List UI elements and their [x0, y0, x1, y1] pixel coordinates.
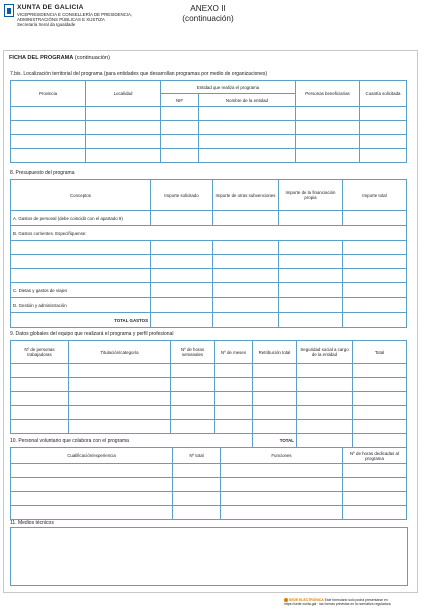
- cell-input[interactable]: [297, 364, 353, 378]
- cell-input[interactable]: [360, 135, 407, 149]
- cell-input[interactable]: [297, 434, 353, 448]
- cell-input[interactable]: [279, 298, 343, 313]
- cell-input[interactable]: [69, 378, 171, 392]
- col-horas-dedicadas: Nº de horas dedicadas al programa: [343, 448, 407, 464]
- table-row: [11, 420, 407, 434]
- cell-input[interactable]: [11, 255, 151, 269]
- row-dietas: C. Dietas y gastos de viajes: [11, 283, 151, 298]
- cell-input[interactable]: [11, 364, 69, 378]
- cell-input[interactable]: [11, 506, 173, 520]
- cell-input[interactable]: [11, 149, 86, 163]
- cell-input[interactable]: [171, 406, 215, 420]
- cell-input[interactable]: [360, 149, 407, 163]
- row-total-equipo: TOTAL: [253, 434, 297, 448]
- cell-input[interactable]: [215, 378, 253, 392]
- cell-input[interactable]: [296, 135, 360, 149]
- cell-input[interactable]: [343, 241, 407, 255]
- cell-input[interactable]: [279, 255, 343, 269]
- cell-input[interactable]: [11, 406, 69, 420]
- cell-input[interactable]: [199, 149, 296, 163]
- cell-input[interactable]: [171, 392, 215, 406]
- anexo-continuacion: (continuación): [182, 14, 234, 23]
- cell-input[interactable]: [253, 392, 297, 406]
- equipo-table: [10, 340, 407, 448]
- org-name: XUNTA DE GALICIA: [17, 4, 84, 11]
- anexo-title: ANEXO II: [190, 4, 226, 13]
- cell-input[interactable]: [151, 241, 213, 255]
- col-horas: Nº de horas semanales: [171, 341, 215, 364]
- cell-input[interactable]: [69, 392, 171, 406]
- cell-input[interactable]: [213, 283, 279, 298]
- cell-input[interactable]: [69, 420, 171, 434]
- col-localidad: Localidad: [86, 81, 161, 107]
- cell-input[interactable]: [86, 149, 161, 163]
- cell-input[interactable]: [296, 121, 360, 135]
- cell-input[interactable]: [353, 434, 407, 448]
- cell-input[interactable]: [213, 269, 279, 283]
- cell-input[interactable]: [343, 269, 407, 283]
- cell-input[interactable]: [343, 283, 407, 298]
- cell-input[interactable]: [215, 406, 253, 420]
- col-importe-otras: Importe de otras subvenciones: [213, 180, 279, 211]
- voluntario-table: [10, 447, 407, 520]
- cell-input[interactable]: [215, 392, 253, 406]
- table-row: [11, 378, 407, 392]
- table-row: [11, 107, 407, 121]
- table-row: [11, 392, 407, 406]
- col-conceptos: Conceptos: [11, 180, 151, 211]
- cell-input[interactable]: [353, 364, 407, 378]
- col-titulacion: Titulación/categoría: [69, 341, 171, 364]
- localizacion-table: [10, 80, 407, 163]
- secretaria-name: Secretaría Xeral da Igualdade: [17, 22, 76, 27]
- section-7bis-title: 7.bis. Localización territorial del programa (para entidades que desarrollan programas por medio de organizaciones): [10, 71, 268, 77]
- cell-input[interactable]: [221, 506, 343, 520]
- cell-input[interactable]: [253, 364, 297, 378]
- cell-input[interactable]: [221, 464, 343, 478]
- cell-input[interactable]: [215, 420, 253, 434]
- col-cuantia: Cuantía solicitada: [360, 81, 407, 107]
- cell-input[interactable]: [297, 378, 353, 392]
- cell-input[interactable]: [296, 107, 360, 121]
- table-row: [11, 364, 407, 378]
- table-row: [11, 506, 407, 520]
- cell-input[interactable]: [360, 121, 407, 135]
- cell-input[interactable]: [11, 121, 86, 135]
- cell-input[interactable]: [151, 298, 213, 313]
- cell-input[interactable]: [353, 420, 407, 434]
- table-row: [11, 478, 407, 492]
- table-row: [11, 241, 407, 255]
- table-row: [11, 269, 407, 283]
- cell-input[interactable]: [171, 420, 215, 434]
- cell-input[interactable]: [86, 107, 161, 121]
- row-gestion: D. Gestión y administración: [11, 298, 151, 313]
- col-n-total: Nº total: [173, 448, 221, 464]
- table-row: [11, 492, 407, 506]
- cell-input[interactable]: [69, 364, 171, 378]
- col-provincia: Provincia: [11, 81, 86, 107]
- cell-input[interactable]: [173, 492, 221, 506]
- col-n-personas: Nº de personas trabajadoras: [11, 341, 69, 364]
- cell-input[interactable]: [11, 107, 86, 121]
- row-total-gastos: TOTAL GASTOS: [11, 313, 151, 328]
- cell-input[interactable]: [11, 269, 151, 283]
- cell-input[interactable]: [215, 364, 253, 378]
- cell-input[interactable]: [213, 298, 279, 313]
- xunta-shield-icon: [4, 4, 14, 17]
- cell-input[interactable]: [161, 135, 199, 149]
- cell-input[interactable]: [199, 121, 296, 135]
- col-cualificacion: Cualificación/experiencia: [11, 448, 173, 464]
- sede-label: SEDE ELECTRÓNICA: [289, 598, 324, 602]
- cell-input[interactable]: [161, 121, 199, 135]
- cell-input[interactable]: [213, 211, 279, 226]
- cell-input[interactable]: [151, 313, 213, 328]
- cell-input[interactable]: [151, 211, 213, 226]
- cell-input[interactable]: [253, 420, 297, 434]
- col-personas: Personas beneficiarias: [296, 81, 360, 107]
- table-row: [11, 121, 407, 135]
- cell-input[interactable]: [213, 313, 279, 328]
- cell-input[interactable]: [253, 406, 297, 420]
- cell-input[interactable]: [279, 269, 343, 283]
- col-seguridad: Seguridad social a cargo de la entidad: [297, 341, 353, 364]
- cell-input[interactable]: [86, 135, 161, 149]
- medios-tecnicos-field[interactable]: [10, 527, 408, 586]
- cell-input[interactable]: [213, 241, 279, 255]
- cell-input[interactable]: [343, 492, 407, 506]
- cell-input[interactable]: [171, 364, 215, 378]
- section-8-title: 8. Presupuesto del programa: [10, 170, 75, 176]
- dept-name-2: ADMINISTRACIÓNS PÚBLICAS E XUSTIZA: [17, 17, 105, 22]
- xunta-logo: [4, 4, 132, 27]
- cell-input[interactable]: [171, 378, 215, 392]
- col-importe-solicitado: Importe solicitado: [151, 180, 213, 211]
- cell-input[interactable]: [221, 478, 343, 492]
- table-row: [11, 255, 407, 269]
- cell-input[interactable]: [343, 211, 407, 226]
- col-total: Total: [353, 341, 407, 364]
- cell-input[interactable]: [151, 283, 213, 298]
- cell-input[interactable]: [279, 241, 343, 255]
- cell-input[interactable]: [151, 269, 213, 283]
- sede-text: Este formulario solo podrá presentarse en https://sede.xunta.gal · las formas previstas en la normativa reguladora: [284, 598, 391, 607]
- cell-input[interactable]: [279, 211, 343, 226]
- dept-name: VICEPRESIDENCIA E CONSELLERÍA DE PRESIDENCIA,: [17, 12, 133, 17]
- col-importe-total: Importe total: [343, 180, 407, 211]
- sede-footer: [284, 598, 416, 606]
- cell-input[interactable]: [173, 478, 221, 492]
- row-gastos-corrientes: B. Gastos corrientes. Especifíquense:: [11, 226, 407, 241]
- col-funciones: Funciones: [221, 448, 343, 464]
- cell-input[interactable]: [213, 255, 279, 269]
- cell-input[interactable]: [279, 283, 343, 298]
- cell-input[interactable]: [173, 506, 221, 520]
- table-row: [11, 464, 407, 478]
- col-meses: Nº de meses: [215, 341, 253, 364]
- cell-input[interactable]: [360, 107, 407, 121]
- cell-input[interactable]: [199, 107, 296, 121]
- cell-input[interactable]: [11, 492, 173, 506]
- cell-input[interactable]: [69, 406, 171, 420]
- section-11-title: 11. Medios técnicos: [10, 520, 54, 526]
- cell-input[interactable]: [11, 378, 69, 392]
- anexo-heading: [168, 4, 248, 24]
- cell-input[interactable]: [221, 492, 343, 506]
- col-importe-financiacion: Importe de la financiación propia: [279, 180, 343, 211]
- cell-input[interactable]: [11, 478, 173, 492]
- cell-input[interactable]: [161, 149, 199, 163]
- cell-input[interactable]: [173, 464, 221, 478]
- cell-input[interactable]: [11, 464, 173, 478]
- table-row: [11, 135, 407, 149]
- cell-input[interactable]: [353, 392, 407, 406]
- cell-input[interactable]: [353, 378, 407, 392]
- cell-input[interactable]: [343, 464, 407, 478]
- presupuesto-table: [10, 179, 407, 328]
- col-nif: NIF: [161, 94, 199, 107]
- cell-input[interactable]: [86, 121, 161, 135]
- ficha-title-main: FICHA DEL PROGRAMA: [9, 55, 74, 61]
- cell-input[interactable]: [161, 107, 199, 121]
- ficha-title: [9, 55, 110, 61]
- cell-input[interactable]: [11, 420, 69, 434]
- col-retribucion: Retribución total: [253, 341, 297, 364]
- cell-input[interactable]: [253, 378, 297, 392]
- cell-input[interactable]: [11, 241, 151, 255]
- cell-input[interactable]: [297, 392, 353, 406]
- cell-input[interactable]: [11, 135, 86, 149]
- table-row: [11, 406, 407, 420]
- cell-input[interactable]: [343, 478, 407, 492]
- table-row: [11, 149, 407, 163]
- cell-input[interactable]: [343, 255, 407, 269]
- col-nombre: Nombre de la entidad: [199, 94, 296, 107]
- row-gastos-personal: A. Gastos de personal (debe coincidir con el apartado 9): [11, 211, 151, 226]
- cell-input[interactable]: [353, 406, 407, 420]
- cell-input[interactable]: [343, 506, 407, 520]
- cell-input[interactable]: [297, 406, 353, 420]
- cell-input[interactable]: [151, 255, 213, 269]
- col-entidad: Entidad que realiza el programa: [161, 81, 296, 94]
- cell-input[interactable]: [343, 313, 407, 328]
- cell-input[interactable]: [343, 298, 407, 313]
- cell-input[interactable]: [279, 313, 343, 328]
- ficha-title-sub: (continuación): [73, 55, 111, 61]
- section-9-title: 9. Datos globales del equipo que realizará el programa y perfil profesional: [10, 331, 174, 337]
- section-10-title: 10. Personal voluntario que colabora con el programa: [10, 438, 129, 444]
- cell-input[interactable]: [296, 149, 360, 163]
- cell-input[interactable]: [297, 420, 353, 434]
- cell-input[interactable]: [11, 392, 69, 406]
- cell-input[interactable]: [199, 135, 296, 149]
